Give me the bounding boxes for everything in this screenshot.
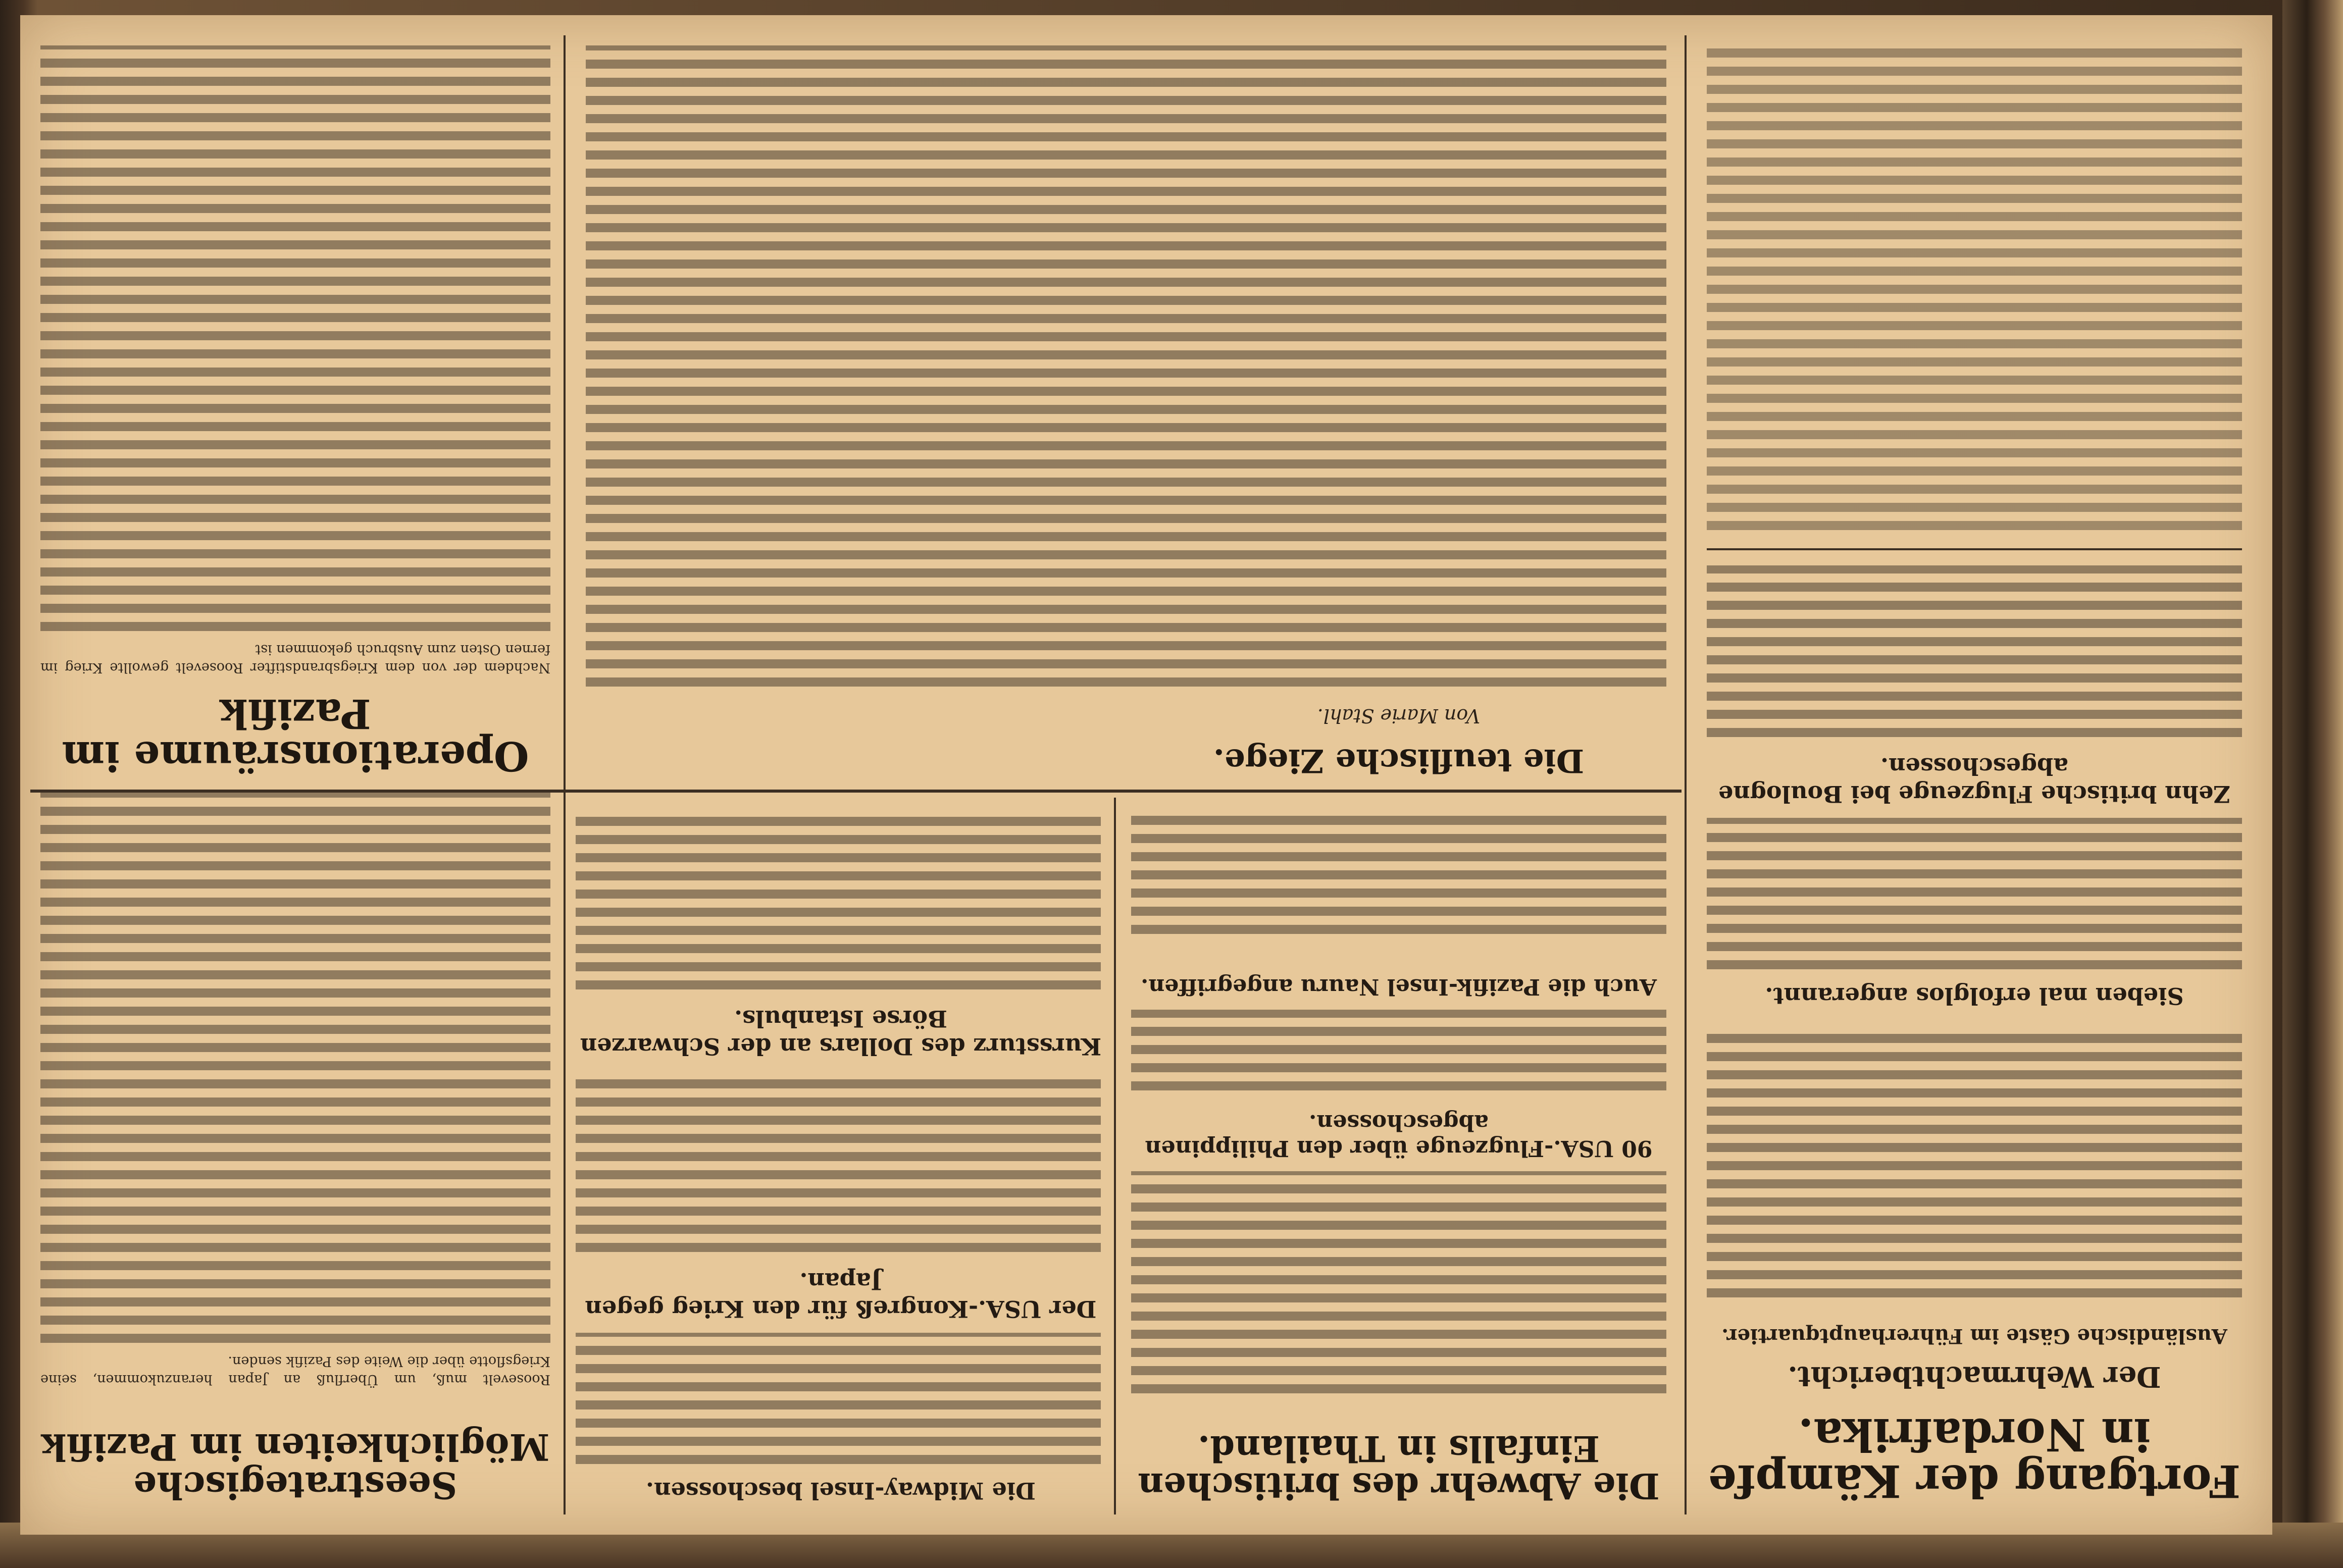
kicker-auslaendische-gaeste: Ausländische Gäste im Führerhauptquartier. xyxy=(1721,1324,2227,1348)
book-spine xyxy=(2282,0,2343,1568)
headline-midway: Die Midway-Insel beschossen. xyxy=(645,1477,1036,1504)
article-body xyxy=(576,1070,1101,1252)
headline-nordafrika: Fortgang der Kämpfe in Nordafrika. xyxy=(1708,1408,2241,1507)
newspaper-page xyxy=(20,15,2272,1535)
headline-sieben-mal: Sieben mal erfolglos angerannt. xyxy=(1765,982,2184,1010)
article-body xyxy=(1707,45,2242,530)
article-body xyxy=(1707,565,2242,737)
headline-philippinen: 90 USA.-Flugzeuge über den Philippinen abgeschossen. xyxy=(1145,1110,1653,1161)
article-body xyxy=(1131,808,1666,934)
article-body xyxy=(1131,1010,1666,1090)
article-body xyxy=(1707,818,2242,969)
article-body xyxy=(1707,1025,2242,1297)
article-body xyxy=(1131,1171,1666,1393)
headline-thailand: Die Abwehr des britischen Einfalls in Thailand. xyxy=(1138,1428,1660,1507)
article-body xyxy=(576,808,1101,989)
headline-seestrategisch: Seestrategische Möglichkeiten im Pazifik xyxy=(41,1426,550,1507)
headline-operationsraeume: Operationsräume im Pazifik xyxy=(62,690,529,780)
divider xyxy=(1707,548,2242,550)
lead-operationsraeume: Nachdem der von dem Kriegsbrandstifter Roosevelt gewollte Krieg im fernen Osten zum Ausbruch gekommen ist xyxy=(40,642,550,675)
headline-nauru: Auch die Pazifik-Insel Nauru angegriffen. xyxy=(1141,974,1657,1000)
column-rule xyxy=(1685,35,1687,1514)
article-body xyxy=(586,45,1666,687)
article-body xyxy=(576,1333,1101,1464)
headline-dollar: Kurssturz des Dollars an der Schwarzen Börse Istanbuls. xyxy=(580,1005,1102,1060)
headline-usa-kongress: Der USA.-Kongreß für den Krieg gegen Japan. xyxy=(585,1267,1097,1323)
column-rule xyxy=(1114,798,1116,1514)
article-body xyxy=(40,45,550,631)
headline-zehn-flugzeuge: Zehn britische Flugzeuge bei Boulogne abgeschossen. xyxy=(1718,752,2230,808)
column-rule xyxy=(564,35,566,1514)
headline-teuflische-ziege: Die teuflische Ziege. xyxy=(1213,742,1585,779)
subhead-wehrmachtbericht: Der Wehrmachtbericht. xyxy=(1788,1360,2161,1393)
byline-marie-stahl: Von Marie Stahl. xyxy=(1317,705,1481,727)
article-body xyxy=(40,793,550,1343)
lead-seestrategisch: Roosevelt muß, um Überfluß an Japan heranzukommen, seine Kriegsflotte über die Weite des Pazifik senden. xyxy=(40,1353,550,1387)
